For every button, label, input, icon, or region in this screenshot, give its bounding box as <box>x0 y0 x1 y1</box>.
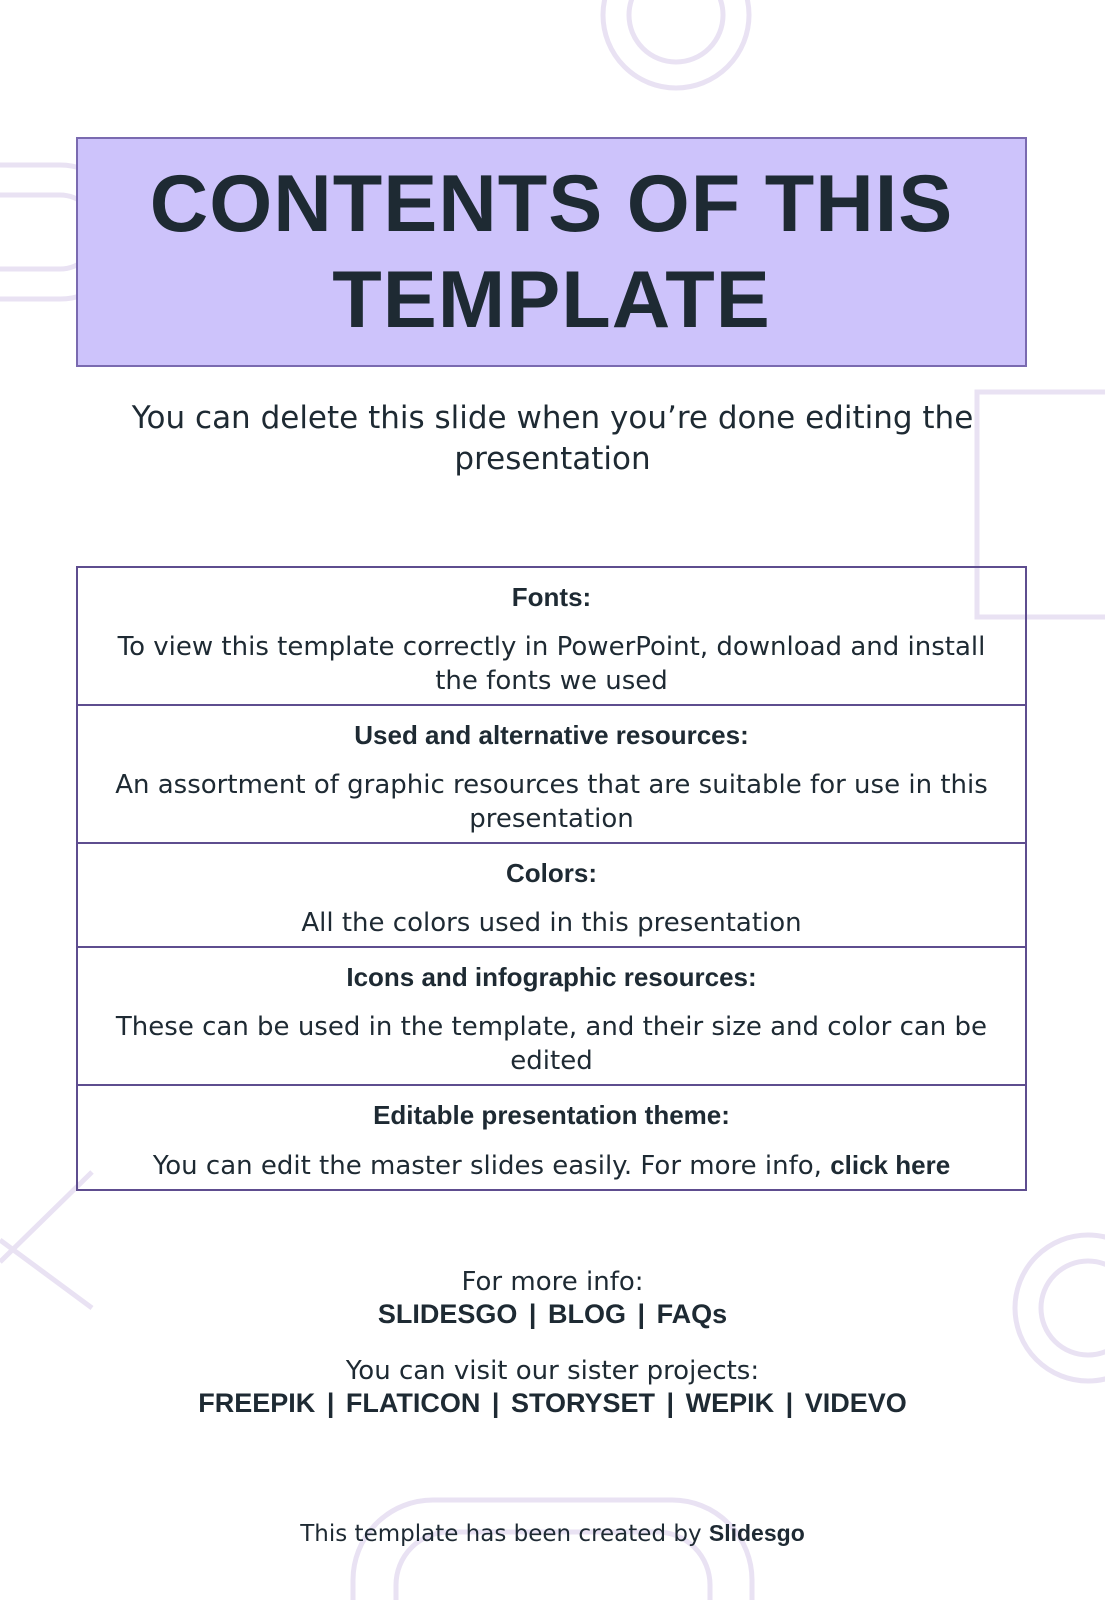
blog-link[interactable]: BLOG <box>548 1299 626 1329</box>
freepik-link[interactable]: FREEPIK <box>198 1388 316 1418</box>
resource-description: These can be used in the template, and their size and color can be edited <box>115 1012 988 1076</box>
resource-description: All the colors used in this presentation <box>301 908 802 938</box>
deco-arch-bottom-outer <box>353 1500 752 1600</box>
sister-projects-section <box>0 1355 1105 1419</box>
subtitle: You can delete this slide when you’re done editing the presentation <box>131 400 974 477</box>
link-separator: | <box>666 1388 675 1418</box>
faqs-link[interactable]: FAQs <box>656 1299 728 1329</box>
resource-title: Editable presentation theme: <box>373 1100 730 1130</box>
resource-title: Icons and infographic resources: <box>346 962 757 992</box>
resource-row-colors <box>78 844 1025 948</box>
page-title: CONTENTS OF THIS TEMPLATE <box>149 159 954 345</box>
sister-projects-label: You can visit our sister projects: <box>345 1356 760 1386</box>
link-separator: | <box>528 1299 537 1329</box>
resource-title: Used and alternative resources: <box>354 720 749 750</box>
resource-description-text: You can edit the master slides easily. For more info, <box>152 1151 822 1181</box>
resource-description <box>98 1130 1005 1189</box>
link-separator: | <box>491 1388 500 1418</box>
slidesgo-link[interactable]: SLIDESGO <box>377 1299 518 1329</box>
link-separator: | <box>785 1388 794 1418</box>
resource-row-icons-infographics <box>78 948 1025 1086</box>
resource-description: To view this template correctly in PowerPoint, download and install the fonts we used <box>117 632 986 696</box>
sister-projects-links <box>0 1387 1105 1419</box>
videvo-link[interactable]: VIDEVO <box>804 1388 907 1418</box>
resource-row-used-alternative <box>78 706 1025 844</box>
wepik-link[interactable]: WEPIK <box>685 1388 775 1418</box>
credit-text: This template has been created by <box>300 1521 702 1547</box>
storyset-link[interactable]: STORYSET <box>510 1388 655 1418</box>
link-separator: | <box>637 1299 646 1329</box>
resource-title: Colors: <box>506 858 597 888</box>
flaticon-link[interactable]: FLATICON <box>345 1388 481 1418</box>
resources-table <box>76 566 1027 1191</box>
resource-description: An assortment of graphic resources that are suitable for use in this presentation <box>115 770 988 834</box>
deco-circle-top-outer <box>603 0 749 88</box>
link-separator: | <box>326 1388 335 1418</box>
deco-circle-top-inner <box>629 0 723 62</box>
resource-title: Fonts: <box>511 582 592 612</box>
resource-row-fonts <box>78 568 1025 706</box>
more-info-links <box>0 1298 1105 1330</box>
more-info-label: For more info: <box>461 1267 644 1297</box>
click-here-link[interactable]: click here <box>830 1150 951 1180</box>
more-info-section <box>0 1266 1105 1330</box>
slidesgo-brand-link[interactable]: Slidesgo <box>708 1520 805 1546</box>
resource-row-editable-theme <box>78 1086 1025 1189</box>
credit-line <box>0 1518 1105 1549</box>
title-box <box>76 137 1027 367</box>
